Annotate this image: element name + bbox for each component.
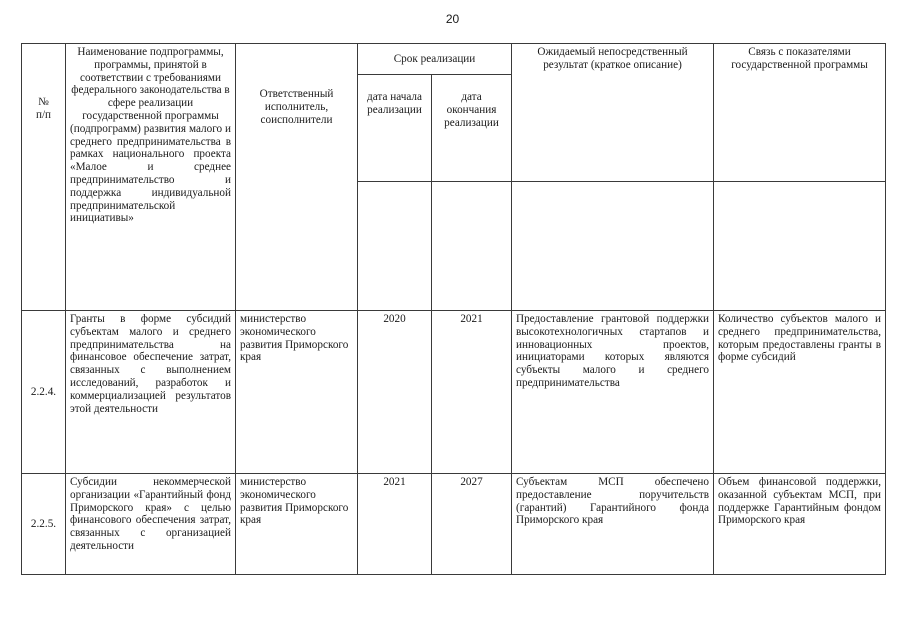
row-indicator: Количество субъектов малого и среднего предпринимательства, которым предоставлены гранты в форме субсидий xyxy=(714,311,886,474)
header-date-start: дата начала реализации xyxy=(358,75,432,182)
header-empty-cell xyxy=(432,182,512,311)
header-name-part1: Наименование подпрограммы, программы, принятой в соответствии с требованиями федерального законодательства в сфере реализации государственной программы xyxy=(71,46,230,122)
header-date-end: дата окончания реализации xyxy=(432,75,512,182)
row-end: 2027 xyxy=(432,474,512,575)
header-term: Срок реализации xyxy=(358,44,512,75)
program-table xyxy=(21,43,886,575)
row-start: 2021 xyxy=(358,474,432,575)
header-row-1 xyxy=(22,44,886,75)
header-empty-cell xyxy=(358,182,432,311)
header-name xyxy=(66,44,236,311)
table-row xyxy=(22,474,886,575)
header-empty-cell xyxy=(512,182,714,311)
row-result: Предоставление грантовой поддержки высокотехнологичных стартапов и инновационных проектов, инициаторами которых являются субъекты малого и среднего предпринимательства xyxy=(512,311,714,474)
header-indicators: Связь с показателями государственной программы xyxy=(714,44,886,182)
row-responsible: министерство экономического развития Приморского края xyxy=(236,474,358,575)
row-start: 2020 xyxy=(358,311,432,474)
row-responsible: министерство экономического развития Приморского края xyxy=(236,311,358,474)
header-responsible: Ответственный исполнитель, соисполнители xyxy=(236,44,358,311)
table-row xyxy=(22,311,886,474)
row-indicator: Объем финансовой поддержки, оказанной субъектам МСП, при поддержке Гарантийным фондом Приморского края xyxy=(714,474,886,575)
header-name-part2: (подпрограмм) развития малого и среднего предпринимательства в рамках национального проекта «Малое и среднее предпринимательство и поддержка индивидуальной предпринимательской инициативы» xyxy=(70,122,231,225)
page-number: 20 xyxy=(445,12,460,26)
header-empty-cell xyxy=(714,182,886,311)
row-result: Субъектам МСП обеспечено предоставление поручительств (гарантий) Гарантийного фонда Приморского края xyxy=(512,474,714,575)
row-end: 2021 xyxy=(432,311,512,474)
row-name: Гранты в форме субсидий субъектам малого и среднего предпринимательства на финансовое обеспечение затрат, связанных с выполнением исследований, разработок и коммерциализацией результатов этой деятельности xyxy=(66,311,236,474)
header-result: Ожидаемый непосредственный результат (краткое описание) xyxy=(512,44,714,182)
header-num: № п/п xyxy=(22,44,66,311)
row-name: Субсидии некоммерческой организации «Гарантийный фонд Приморского края» с целью финансового обеспечения затрат, связанных с организацией деятельности xyxy=(66,474,236,575)
row-num: 2.2.5. xyxy=(22,474,66,575)
row-num: 2.2.4. xyxy=(22,311,66,474)
